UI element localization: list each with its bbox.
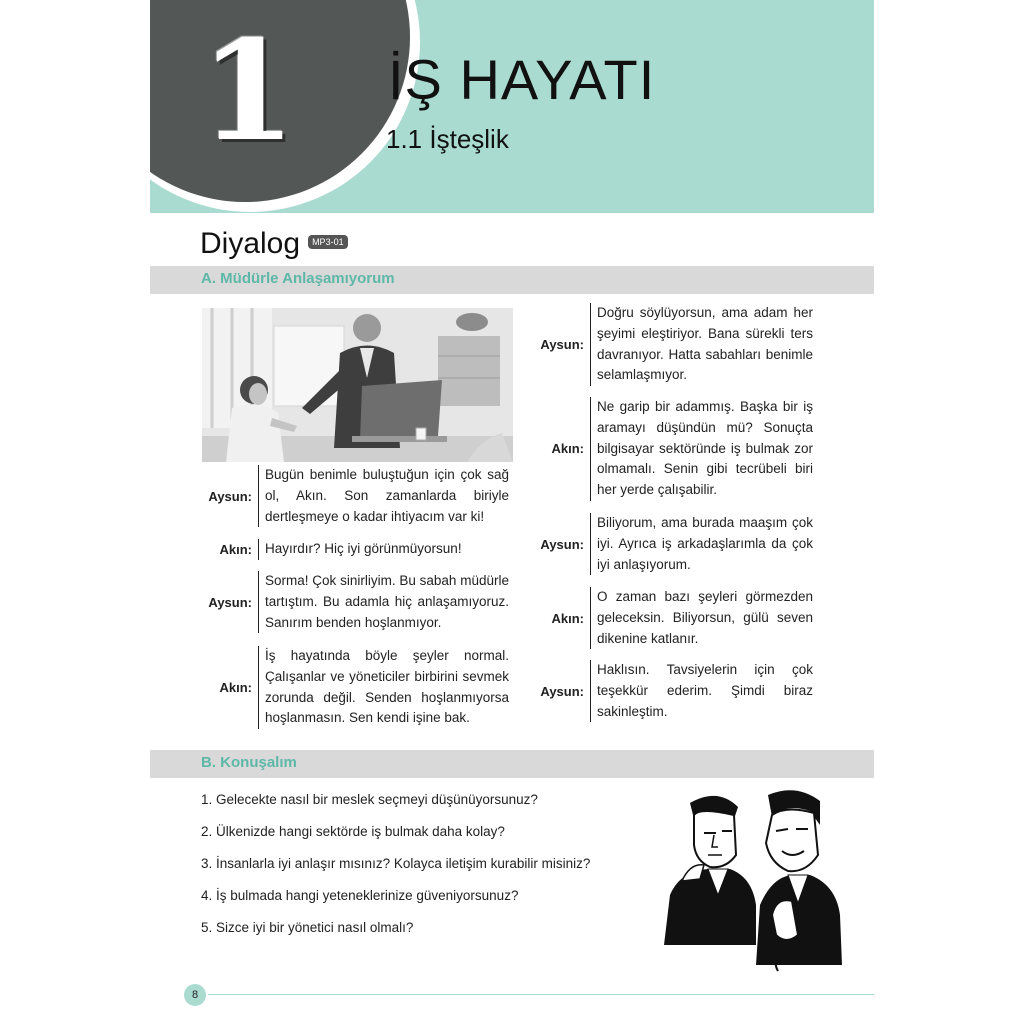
section-b-title: B. Konuşalım <box>201 754 297 771</box>
section-a-title: A. Müdürle Anlaşamıyorum <box>201 270 395 287</box>
speaker-label: Akın: <box>219 680 252 696</box>
page <box>150 0 874 1024</box>
question-item: 3. İnsanlarla iyi anlaşır mısınız? Kolayca iletişim kurabilir misiniz? <box>201 856 591 871</box>
two-men-illustration <box>660 785 845 975</box>
dialog-line <box>534 513 818 575</box>
speech-text: Ne garip bir adammış. Başka bir iş aramayı düşündün mü? Sonuçta bilgisayar sektöründe iş bulmak zor olmamalı. Senin gibi tecrübeli biri her yerde çalışabilir. <box>590 397 813 501</box>
speech-text: Biliyorum, ama burada maaşım çok iyi. Ayrıca iş arkadaşlarımla da çok iyi anlaşıyorum. <box>590 513 813 575</box>
section-b-bar <box>150 750 874 778</box>
dialog-line <box>202 465 514 527</box>
speech-text: Haklısın. Tavsiyelerin için çok teşekkür ederim. Şimdi biraz sakinleştim. <box>590 660 813 722</box>
section-a-bar <box>150 266 874 294</box>
chapter-number: 1 <box>200 9 297 172</box>
question-item: 4. İş bulmada hangi yeteneklerinize güveniyorsunuz? <box>201 888 519 903</box>
speaker-label: Akın: <box>551 610 584 626</box>
dialog-line <box>534 397 818 501</box>
dialog-line <box>202 571 514 633</box>
unit-title: İŞ HAYATI <box>388 48 656 111</box>
speaker-label: Aysun: <box>540 536 584 552</box>
dialog-line <box>534 303 818 386</box>
speaker-label: Aysun: <box>540 683 584 699</box>
dialog-line <box>534 660 818 722</box>
page-number: 8 <box>184 984 206 1006</box>
question-list <box>201 790 590 950</box>
speech-text: Bugün benimle buluştuğun için çok sağ ol, Akın. Son zamanlarda biriyle dertleşmeye o kadar ihtiyacım var ki! <box>258 465 509 527</box>
speech-text: Doğru söylüyorsun, ama adam her şeyimi eleştiriyor. Bana sürekli ters davranıyor. Hatta sabahları benimle selamlaşmıyor. <box>590 303 813 386</box>
dialog-line <box>202 539 514 560</box>
question-item: 1. Gelecekte nasıl bir meslek seçmeyi düşünüyorsunuz? <box>201 792 538 807</box>
audio-track-badge[interactable]: MP3-01 <box>308 235 348 249</box>
speaker-label: Aysun: <box>208 488 252 504</box>
unit-subtitle: 1.1 İşteşlik <box>386 124 509 154</box>
dialog-line <box>202 646 514 729</box>
chapter-header <box>150 0 874 213</box>
speech-text: İş hayatında böyle şeyler normal. Çalışanlar ve yöneticiler birbirini sevmek zorunda değil. Senden hoşlanmıyorsa hoşlanmasın. Sen kendi işine bak. <box>258 646 509 729</box>
dialog-heading <box>200 224 348 264</box>
office-photo <box>202 308 513 462</box>
speech-text: Hayırdır? Hiç iyi görünmüyorsun! <box>258 539 509 560</box>
footer-rule <box>208 994 874 995</box>
question-item: 5. Sizce iyi bir yönetici nasıl olmalı? <box>201 920 414 935</box>
office-scene-illustration <box>202 308 513 462</box>
speech-text: O zaman bazı şeyleri görmezden geleceksin. Biliyorsun, gülü seven dikenine katlanır. <box>590 587 813 649</box>
speech-text: Sorma! Çok sinirliyim. Bu sabah müdürle tartıştım. Bu adamla hiç anlaşamıyoruz. Sanırım benden hoşlanmıyor. <box>258 571 509 633</box>
speaker-label: Akın: <box>551 441 584 457</box>
dialog-heading-text: Diyalog <box>200 227 301 260</box>
dialog-line <box>534 587 818 649</box>
speaker-label: Akın: <box>219 541 252 557</box>
question-item: 2. Ülkenizde hangi sektörde iş bulmak daha kolay? <box>201 824 505 839</box>
speaker-label: Aysun: <box>208 594 252 610</box>
speaker-label: Aysun: <box>540 337 584 353</box>
